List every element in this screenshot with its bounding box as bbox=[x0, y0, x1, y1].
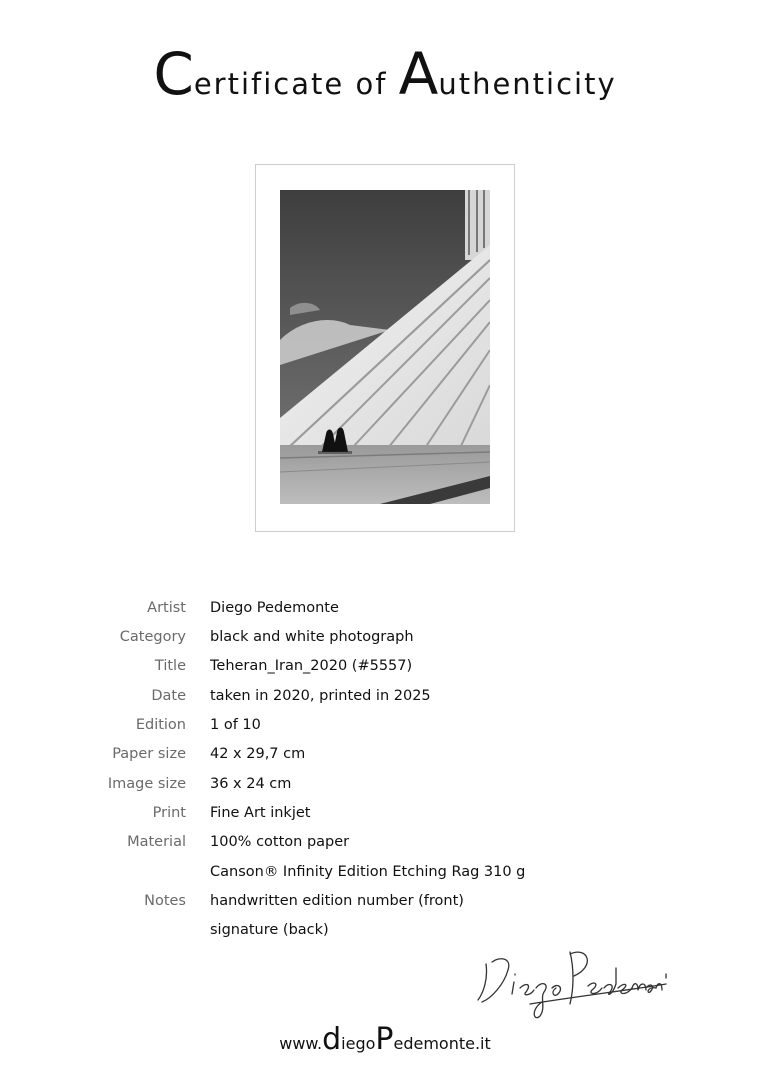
detail-row-edition bbox=[0, 717, 770, 746]
title-text-2: uthenticity bbox=[438, 67, 617, 101]
detail-row-date bbox=[0, 688, 770, 717]
title-initial-a: A bbox=[398, 40, 439, 108]
detail-value: Teheran_Iran_2020 (#5557) bbox=[210, 658, 413, 674]
website-part: edemonte.it bbox=[393, 1034, 491, 1053]
detail-value: Diego Pedemonte bbox=[210, 600, 339, 616]
detail-row-category bbox=[0, 629, 770, 658]
website-part: iego bbox=[341, 1034, 376, 1053]
detail-value: handwritten edition number (front) bbox=[210, 893, 464, 909]
detail-label: Date bbox=[151, 688, 186, 704]
title-initial-c: C bbox=[153, 40, 194, 108]
website-initial-p: P bbox=[375, 1022, 394, 1057]
website-initial-d: d bbox=[322, 1022, 342, 1057]
title-text-1: ertificate of bbox=[193, 67, 399, 101]
website-link[interactable] bbox=[0, 1022, 770, 1057]
detail-row-paper-size bbox=[0, 746, 770, 775]
detail-value: taken in 2020, printed in 2025 bbox=[210, 688, 431, 704]
detail-label: Material bbox=[127, 834, 186, 850]
detail-label: Artist bbox=[147, 600, 186, 616]
detail-label: Title bbox=[154, 658, 186, 674]
detail-row-notes bbox=[0, 893, 770, 922]
detail-label: Image size bbox=[107, 776, 186, 792]
detail-value: 100% cotton paper bbox=[210, 834, 350, 850]
detail-value: 1 of 10 bbox=[210, 717, 261, 733]
detail-row-artist bbox=[0, 600, 770, 629]
detail-row-material-2 bbox=[0, 864, 770, 893]
detail-label: Edition bbox=[135, 717, 186, 733]
artwork-photograph bbox=[280, 190, 490, 504]
detail-row-print bbox=[0, 805, 770, 834]
detail-label: Print bbox=[152, 805, 186, 821]
website-part: www. bbox=[279, 1034, 323, 1053]
detail-label: Paper size bbox=[112, 746, 186, 762]
detail-row-material bbox=[0, 834, 770, 863]
certificate-title bbox=[0, 40, 770, 108]
handwritten-signature bbox=[470, 938, 670, 1020]
detail-label: Notes bbox=[144, 893, 186, 909]
detail-value: black and white photograph bbox=[210, 629, 414, 645]
detail-row-image-size bbox=[0, 776, 770, 805]
detail-label: Category bbox=[119, 629, 186, 645]
detail-value: Canson® Infinity Edition Etching Rag 310 g bbox=[210, 864, 526, 880]
detail-value: 36 x 24 cm bbox=[210, 776, 292, 792]
detail-row-title bbox=[0, 658, 770, 687]
detail-value: Fine Art inkjet bbox=[210, 805, 311, 821]
detail-value: signature (back) bbox=[210, 922, 329, 938]
detail-value: 42 x 29,7 cm bbox=[210, 746, 306, 762]
